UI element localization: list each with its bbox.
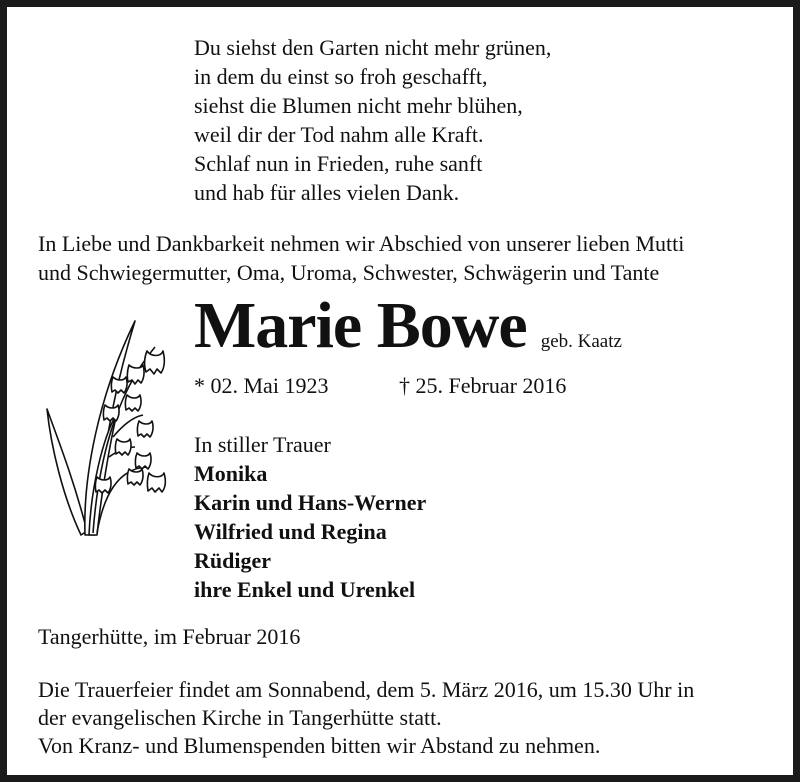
mourners-heading: In stiller Trauer [194, 432, 331, 457]
place-and-date: Tangerhütte, im Februar 2016 [38, 624, 301, 649]
poem-line: weil dir der Tod nahm alle Kraft. [194, 122, 484, 147]
lily-of-the-valley-icon [43, 317, 178, 537]
birth-date: * 02. Mai 1923 [194, 373, 329, 398]
funeral-line: der evangelischen Kirche in Tangerhütte statt. [38, 705, 442, 730]
deceased-name: Marie Bowe [194, 289, 527, 362]
mourner-name: Wilfried und Regina [194, 519, 387, 544]
intro-line: In Liebe und Dankbarkeit nehmen wir Abschied von unserer lieben Mutti [38, 231, 685, 256]
poem-line: Schlaf nun in Frieden, ruhe sanft [194, 151, 483, 176]
mourner-name: Karin und Hans-Werner [194, 490, 427, 515]
farewell-intro [38, 229, 684, 287]
poem-line: und hab für alles vielen Dank. [194, 180, 460, 205]
poem-line: siehst die Blumen nicht mehr blühen, [194, 93, 523, 118]
mourners-list [194, 430, 426, 604]
intro-line: und Schwiegermutter, Oma, Uroma, Schwester, Schwägerin und Tante [38, 260, 660, 285]
death-date: † 25. Februar 2016 [399, 373, 567, 398]
deceased-name-row [194, 291, 622, 361]
maiden-name: geb. Kaatz [540, 331, 622, 352]
memorial-poem [194, 33, 551, 207]
funeral-details [38, 676, 694, 760]
mourner-name: Monika [194, 461, 268, 486]
mourner-name: ihre Enkel und Urenkel [194, 577, 416, 602]
funeral-line: Von Kranz- und Blumenspenden bitten wir Abstand zu nehmen. [38, 733, 601, 758]
funeral-line: Die Trauerfeier findet am Sonnabend, dem 5. März 2016, um 15.30 Uhr in [38, 677, 695, 702]
poem-line: in dem du einst so froh geschafft, [194, 64, 488, 89]
poem-line: Du siehst den Garten nicht mehr grünen, [194, 35, 552, 60]
mourner-name: Rüdiger [194, 548, 271, 573]
life-dates [194, 373, 567, 399]
